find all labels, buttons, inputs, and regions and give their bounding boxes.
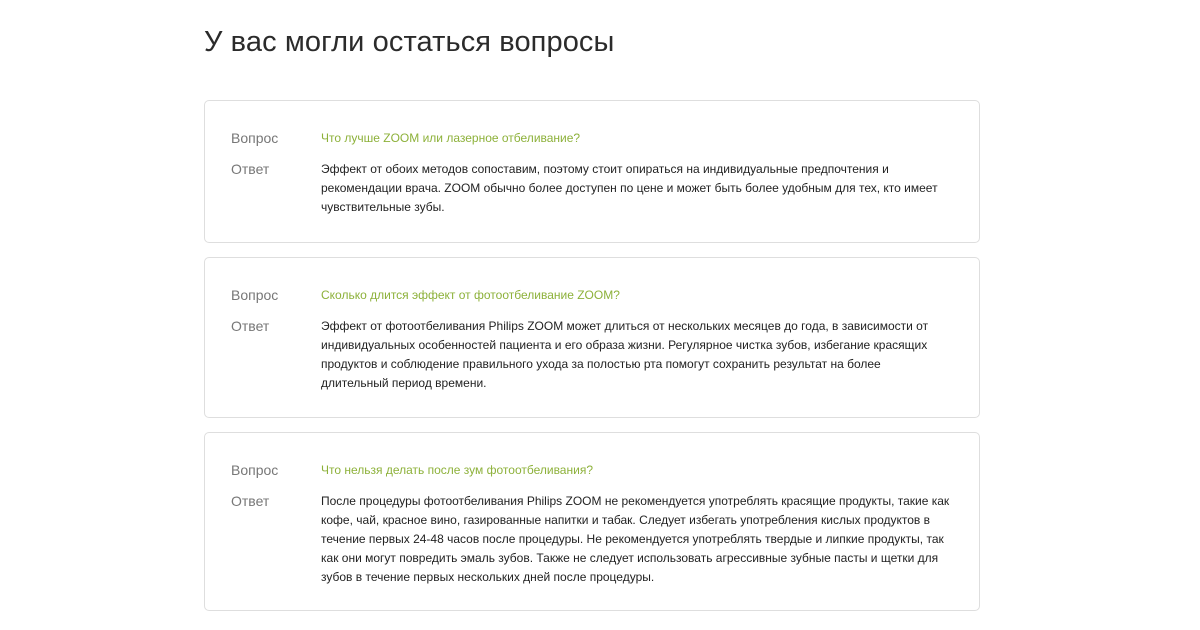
answer-row bbox=[231, 492, 953, 587]
faq-list bbox=[204, 100, 980, 625]
answer-label: Ответ bbox=[231, 493, 270, 509]
question-row bbox=[231, 461, 953, 480]
faq-card bbox=[204, 432, 980, 611]
question-label: Вопрос bbox=[231, 287, 279, 303]
question-text: Что нельзя делать после зум фотоотбеливания? bbox=[321, 463, 593, 477]
answer-text: После процедуры фотоотбеливания Philips ZOOM не рекомендуется употреблять красящие продукты, такие как кофе, чай, красное вино, газированные напитки и табак. Следует избегать употребления кислых продуктов в течение первых 24-48 часов после процедуры. Не рекомендуется употреблять твердые и липкие продукты, так как они могут повредить эмаль зубов. Также не следует использовать агрессивные зубные пасты и щетки для зубов в течение первых нескольких дней после процедуры. bbox=[321, 494, 950, 584]
answer-text: Эффект от обоих методов сопоставим, поэтому стоит опираться на индивидуальные предпочтения и рекомендации врача. ZOOM обычно более доступен по цене и может быть более удобным для тех, кто имеет чувствительные зубы. bbox=[321, 162, 938, 214]
question-row bbox=[231, 129, 953, 148]
page-title: У вас могли остаться вопросы bbox=[204, 26, 615, 58]
faq-card bbox=[204, 257, 980, 418]
question-label: Вопрос bbox=[231, 462, 279, 478]
answer-label: Ответ bbox=[231, 318, 270, 334]
answer-label: Ответ bbox=[231, 161, 270, 177]
question-label: Вопрос bbox=[231, 130, 279, 146]
answer-row bbox=[231, 160, 953, 217]
faq-card bbox=[204, 100, 980, 243]
question-text: Что лучше ZOOM или лазерное отбеливание? bbox=[321, 131, 581, 145]
answer-text: Эффект от фотоотбеливания Philips ZOOM может длиться от нескольких месяцев до года, в зависимости от индивидуальных особенностей пациента и его образа жизни. Регулярное чистка зубов, избегание красящих продуктов и соблюдение правильного ухода за полостью рта помогут сохранить результат на более длительный период времени. bbox=[321, 319, 929, 390]
answer-row bbox=[231, 317, 953, 393]
question-row bbox=[231, 286, 953, 305]
question-text: Сколько длится эффект от фотоотбеливание ZOOM? bbox=[321, 288, 620, 302]
